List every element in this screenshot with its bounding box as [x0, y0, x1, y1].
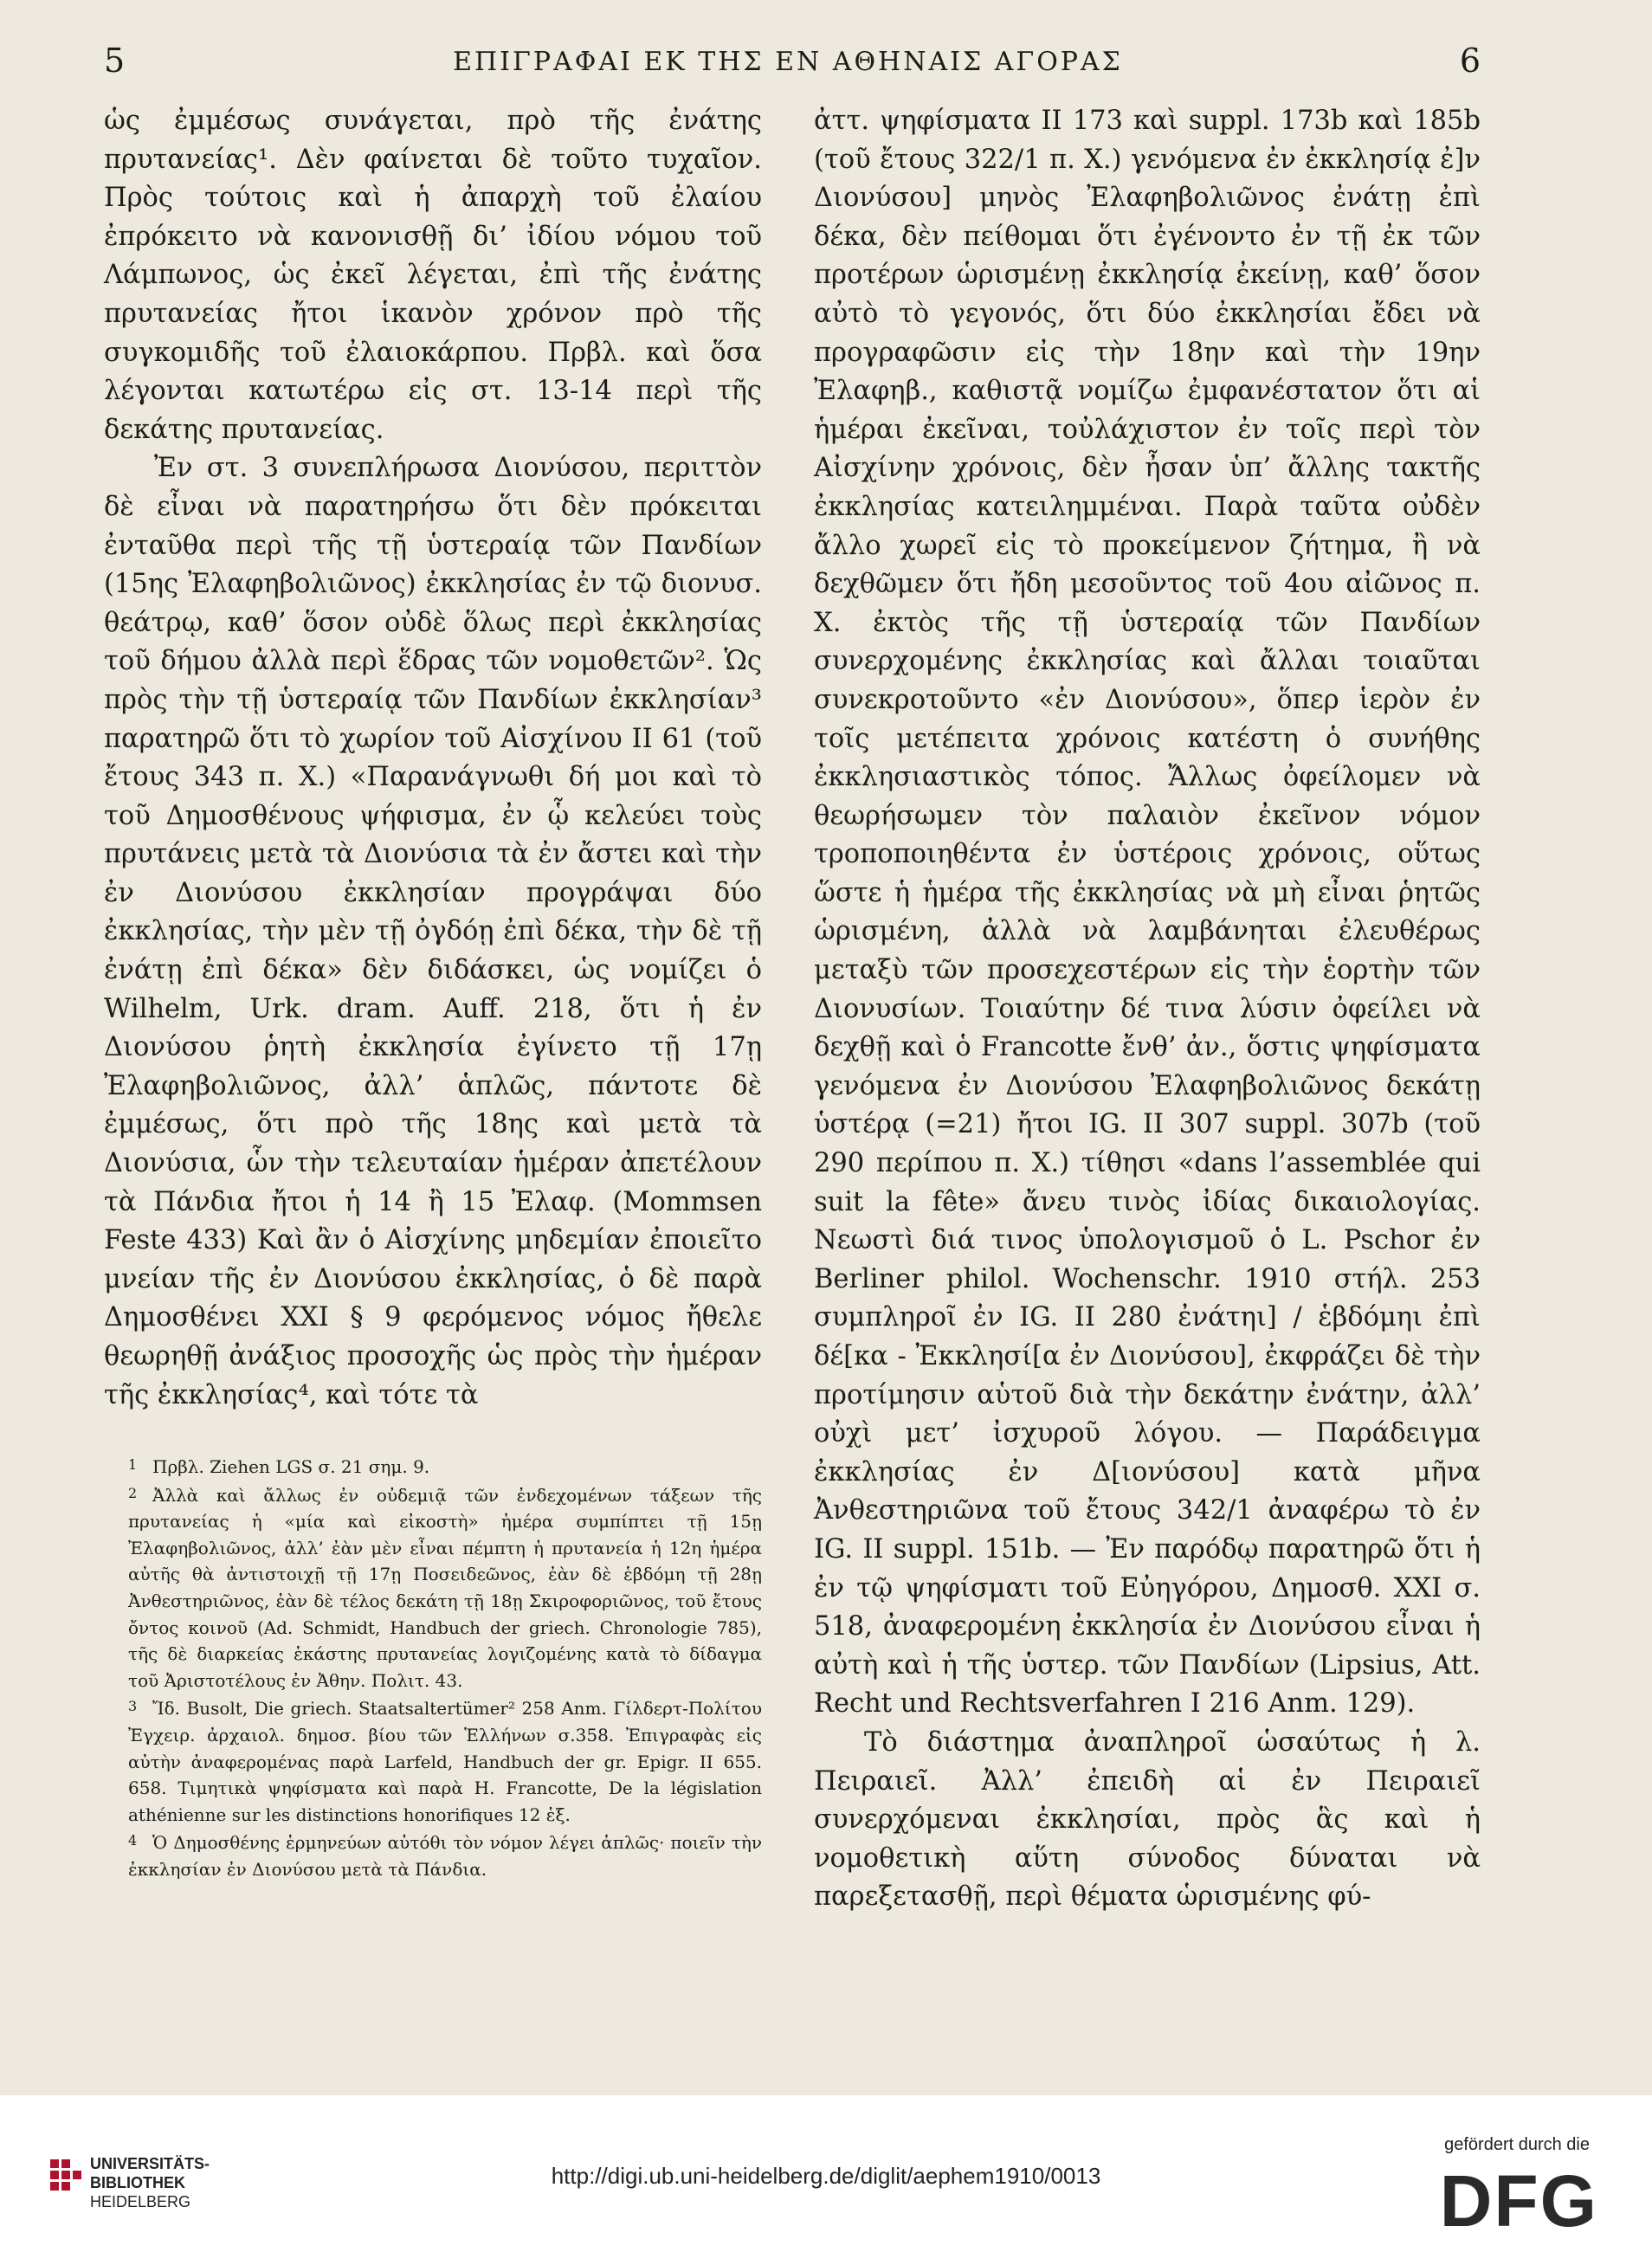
right-paragraph-2: Τὸ διάστημα ἀναπληροῖ ὡσαύτως ἡ λ. Πειραιεῖ. Ἀλλ’ ἐπειδὴ αἱ ἐν Πειραιεῖ συνερχόμεναι ἐκκλησίαι, πρὸς ἃς καὶ ἡ νομοθετικὴ αὕτη σύνοδος δύναται νὰ παρεξετασθῇ, περὶ θέματα ὡρισμένης φύ- [814, 1726, 1481, 1913]
footnote-mark: 3 [128, 1698, 138, 1715]
footnote [128, 1694, 762, 1828]
dfg-logo: DFG [1439, 2160, 1598, 2242]
footnote [128, 1481, 762, 1694]
page-number-left: 5 [104, 42, 126, 80]
footnote-mark: 2 [128, 1484, 138, 1501]
left-paragraph-2: Ἐν στ. 3 συνεπλήρωσα Διονύσου, περιττὸν δὲ εἶναι νὰ παρατηρήσω ὅτι δὲν πρόκειται ἐνταῦθα περὶ τῆς τῇ ὑστεραίᾳ τῶν Πανδίων (15ης Ἐλαφηβολιῶνος) ἐκκλησίας ἐν τῷ διονυσ. θεάτρῳ, καθ’ ὅσον οὐδὲ ὅλως περὶ ἐκκλησίας τοῦ δήμου ἀλλὰ περὶ ἕδρας τῶν νομοθετῶν². Ὡς πρὸς τὴν τῇ ὑστεραίᾳ τῶν Πανδίων ἐκκλησίαν³ παρατηρῶ ὅτι τὸ χωρίον τοῦ Αἰσχίνου II 61 (τοῦ ἔτους 343 π. Χ.) «Παρανάγνωθι δή μοι καὶ τὸ τοῦ Δημοσθένους ψήφισμα, ἐν ᾧ κελεύει τοὺς πρυτάνεις μετὰ τὰ Διονύσια τὰ ἐν ἄστει καὶ τὴν ἐν Διονύσου ἐκκλησίαν προγράψαι δύο ἐκκλησίας, τὴν μὲν τῇ ὀγδόῃ ἐπὶ δέκα, τὴν δὲ τῇ ἐνάτῃ ἐπὶ δέκα» δὲν διδάσκει, ὡς νομίζει ὁ Wilhelm, Urk. dram. Auff. 218, ὅτι ἡ ἐν Διονύσου ῥητὴ ἐκκλησία ἐγίνετο τῇ 17ῃ Ἐλαφηβολιῶνος, ἀλλ’ ἁπλῶς, πάντοτε δὲ ἐμμέσως, ὅτι πρὸ τῆς 18ης καὶ μετὰ τὰ Διονύσια, ὧν τὴν τελευταίαν ἡμέραν ἀπετέλουν τὰ Πάνδια ἤτοι ἡ 14 ἢ 15 Ἐλαφ. (Mommsen Feste 433) Καὶ ἂν ὁ Αἰσχίνης μηδεμίαν ἐποιεῖτο μνείαν τῆς ἐν Διονύσου ἐκκλησίας, ὁ δὲ παρὰ Δημοσθένει XXI § 9 φερόμενος νόμος ἤθελε θεωρηθῇ ἀνάξιος προσοχῆς ὡς πρὸς τὴν ἡμέραν τῆς ἐκκλησίας⁴, καὶ τότε τὰ [104, 453, 762, 1410]
digitization-footer [0, 2095, 1652, 2252]
footnote-mark: 4 [128, 1832, 138, 1849]
footnote [128, 1828, 762, 1882]
page-number-right: 6 [1459, 42, 1481, 80]
footnote-text: Ἴδ. Busolt, Die griech. Staatsaltertümer² 258 Anm. Γίλδερτ-Πολίτου Ἐγχειρ. ἀρχαιολ. δημοσ. βίου τῶν Ἑλλήνων σ.358. Ἐπιγραφὰς εἰς αὐτὴν ἀναφερομένας παρὰ Larfeld, Handbuch der gr. Epigr. II 655. 658. Τιμητικὰ ψηφίσματα καὶ παρὰ H. Francotte, De la législation athénienne sur les distinctions honorifiques 12 ἑξ. [128, 1698, 762, 1825]
footnote-text: Ἀλλὰ καὶ ἄλλως ἐν οὐδεμιᾷ τῶν ἐνδεχομένων τάξεων τῆς πρυτανείας ἡ «μία καὶ εἰκοστὴ» ἡμέρα συμπίπτει τῇ 15ῃ Ἐλαφηβολιῶνος, ἀλλ’ ἐὰν μὲν εἶναι πέμπτη ἡ πρυτανεία ἡ 12η ἡμέρα αὐτῆς θὰ ἀντιστοιχῇ τῇ 17ῃ Ποσειδεῶνος, ἐὰν δὲ ἑβδόμη τῇ 28ῃ Ἀνθεστηριῶνος, ἐὰν δὲ τέλος δεκάτη τῇ 18ῃ Σκιροφοριῶνος, τοῦ ἔτους ὄντος κοινοῦ (Ad. Schmidt, Handbuch der griech. Chronologie 785), τῆς δὲ διαρκείας ἑκάστης πρυτανείας λογιζομένης κατὰ τὸ δίδαγμα τοῦ Ἀριστοτέλους ἐν Ἀθην. Πολιτ. 43. [128, 1484, 762, 1691]
running-title: ΕΠΙΓΡΑΦΑΙ ΕΚ ΤΗΣ ΕΝ ΑΘΗΝΑΙΣ ΑΓΟΡΑΣ [453, 47, 1123, 77]
running-header [95, 42, 1481, 94]
right-paragraph-1: ἀττ. ψηφίσματα II 173 καὶ suppl. 173b καὶ 185b (τοῦ ἔτους 322/1 π. Χ.) γενόμενα ἐν ἐκκλησίᾳ ἐ]ν Διονύσου] μηνὸς Ἐλαφηβολιῶνος ἐνάτῃ ἐπὶ δέκα, δὲν πείθομαι ὅτι ἐγένοντο ἐν τῇ ἐκ τῶν προτέρων ὡρισμένῃ ἐκκλησίᾳ ἐκείνῃ, καθ’ ὅσον αὐτὸ τὸ γεγονός, ὅτι δύο ἐκκλησίαι ἔδει νὰ προγραφῶσιν εἰς τὴν 18ην καὶ τὴν 19ην Ἐλαφηβ., καθιστᾷ νομίζω ἐμφανέστατον ὅτι αἱ ἡμέραι ἐκεῖναι, τοὐλάχιστον ἐν τοῖς περὶ τὸν Αἰσχίνην χρόνοις, δὲν ἦσαν ὑπ’ ἄλλης τακτῆς ἐκκλησίας κατειλημμέναι. Παρὰ ταῦτα οὐδὲν ἄλλο χωρεῖ εἰς τὸ προκείμενον ζήτημα, ἢ νὰ δεχθῶμεν ὅτι ἤδη μεσοῦντος τοῦ 4ου αἰῶνος π. Χ. ἐκτὸς τῆς τῇ ὑστεραίᾳ τῶν Πανδίων συνερχομένης ἐκκλησίας καὶ ἄλλαι τοιαῦται συνεκροτοῦντο «ἐν Διονύσου», ὅπερ ἱερὸν ἐν τοῖς μετέπειτα χρόνοις κατέστη ὁ συνήθης ἐκκλησιαστικὸς τόπος. Ἄλλως ὀφείλομεν νὰ θεωρήσωμεν τὸν παλαιὸν ἐκεῖνον νόμον τροποποιηθέντα ἐν ὑστέροις χρόνοις, οὕτως ὥστε ἡ ἡμέρα τῆς ἐκκλησίας νὰ μὴ εἶναι ῥητῶς ὡρισμένη, ἀλλὰ νὰ λαμβάνηται ἐλευθέρως μεταξὺ τῶν προσεχεστέρων εἰς τὴν ἑορτὴν τῶν Διονυσίων. Τοιαύτην δέ τινα λύσιν ὀφείλει νὰ δεχθῇ καὶ ὁ Francotte ἔνθ’ ἀν., ὅστις ψηφίσματα γενόμενα ἐν Διονύσου Ἐλαφηβολιῶνος δεκάτῃ ὑστέρᾳ (=21) ἤτοι IG. II 307 suppl. 307b (τοῦ 290 περίπου π. Χ.) τίθησι «dans l’assemblée qui suit la fête» ἄνευ τινὸς ἰδίας δικαιολογίας. Νεωστὶ διά τινος ὑπολογισμοῦ ὁ L. Pschor ἐν Berliner philol. Wochenschr. 1910 στήλ. 253 συμπληροῖ ἐν IG. II 280 ἐνάτηι] / ἑβδόμηι ἐπὶ δέ[κα - Ἐκκλησί[α ἐν Διονύσου], ἐκφράζει δὲ τὴν προτίμησιν αὑτοῦ διὰ τὴν δεκάτην ἐνάτην, ἀλλ’ οὐχὶ μετ’ ἰσχυροῦ λόγου. — Παράδειγμα ἐκκλησίας ἐν Δ[ιονύσου] κατὰ μῆνα Ἀνθεστηριῶνα τοῦ ἔτους 342/1 ἀναφέρω τὸ ἐν IG. II suppl. 151b. — Ἐν παρόδῳ παρατηρῶ ὅτι ἡ ἐν τῷ ψηφίσματι τοῦ Εὐηγόρου, Δημοσθ. XXI σ. 518, ἀναφερομένη ἐκκλησία ἐν Διονύσου εἶναι ἡ αὐτὴ καὶ ἡ τῆς ὑστερ. τῶν Πανδίων (Lipsius, Att. Recht und Rechtsverfahren I 216 Anm. 129). [814, 106, 1481, 1720]
footnote-mark: 1 [128, 1456, 138, 1473]
source-url-link[interactable]: http://digi.ub.uni-heidelberg.de/diglit/aephem1910/0013 [551, 2163, 1101, 2189]
footnote [128, 1452, 762, 1481]
left-paragraph-1: ὡς ἐμμέσως συνάγεται, πρὸ τῆς ἐνάτης πρυτανείας¹. Δὲν φαίνεται δὲ τοῦτο τυχαῖον. Πρὸς τούτοις καὶ ἡ ἀπαρχὴ τοῦ ἐλαίου ἐπρόκειτο νὰ κανονισθῇ δι’ ἰδίου νόμου τοῦ Λάμπωνος, ὡς ἐκεῖ λέγεται, ἐπὶ τῆς ἐνάτης πρυτανείας ἤτοι ἱκανὸν χρόνον πρὸ τῆς συγκομιδῆς τοῦ ἐλαιοκάρπου. Πρβλ. καὶ ὅσα λέγονται κατωτέρω εἰς στ. 13-14 περὶ τῆς δεκάτης πρυτανείας. [104, 106, 762, 445]
library-name-line-1: UNIVERSITÄTS- [90, 2155, 210, 2172]
funded-by-text: gefördert durch die [1444, 2135, 1590, 2154]
footnote-text: Πρβλ. Ziehen LGS σ. 21 σημ. 9. [152, 1456, 430, 1477]
library-name-line-2: BIBLIOTHEK [90, 2174, 185, 2191]
library-name-line-3: HEIDELBERG [90, 2193, 191, 2210]
right-column [814, 102, 1481, 1917]
footnotes [128, 1452, 762, 1883]
left-column [104, 102, 762, 1415]
footnote-text: Ὁ Δημοσθένης ἑρμηνεύων αὐτόθι τὸν νόμον λέγει ἁπλῶς· ποιεῖν τὴν ἐκκλησίαν ἐν Διονύσου μετὰ τὰ Πάνδια. [128, 1832, 762, 1880]
